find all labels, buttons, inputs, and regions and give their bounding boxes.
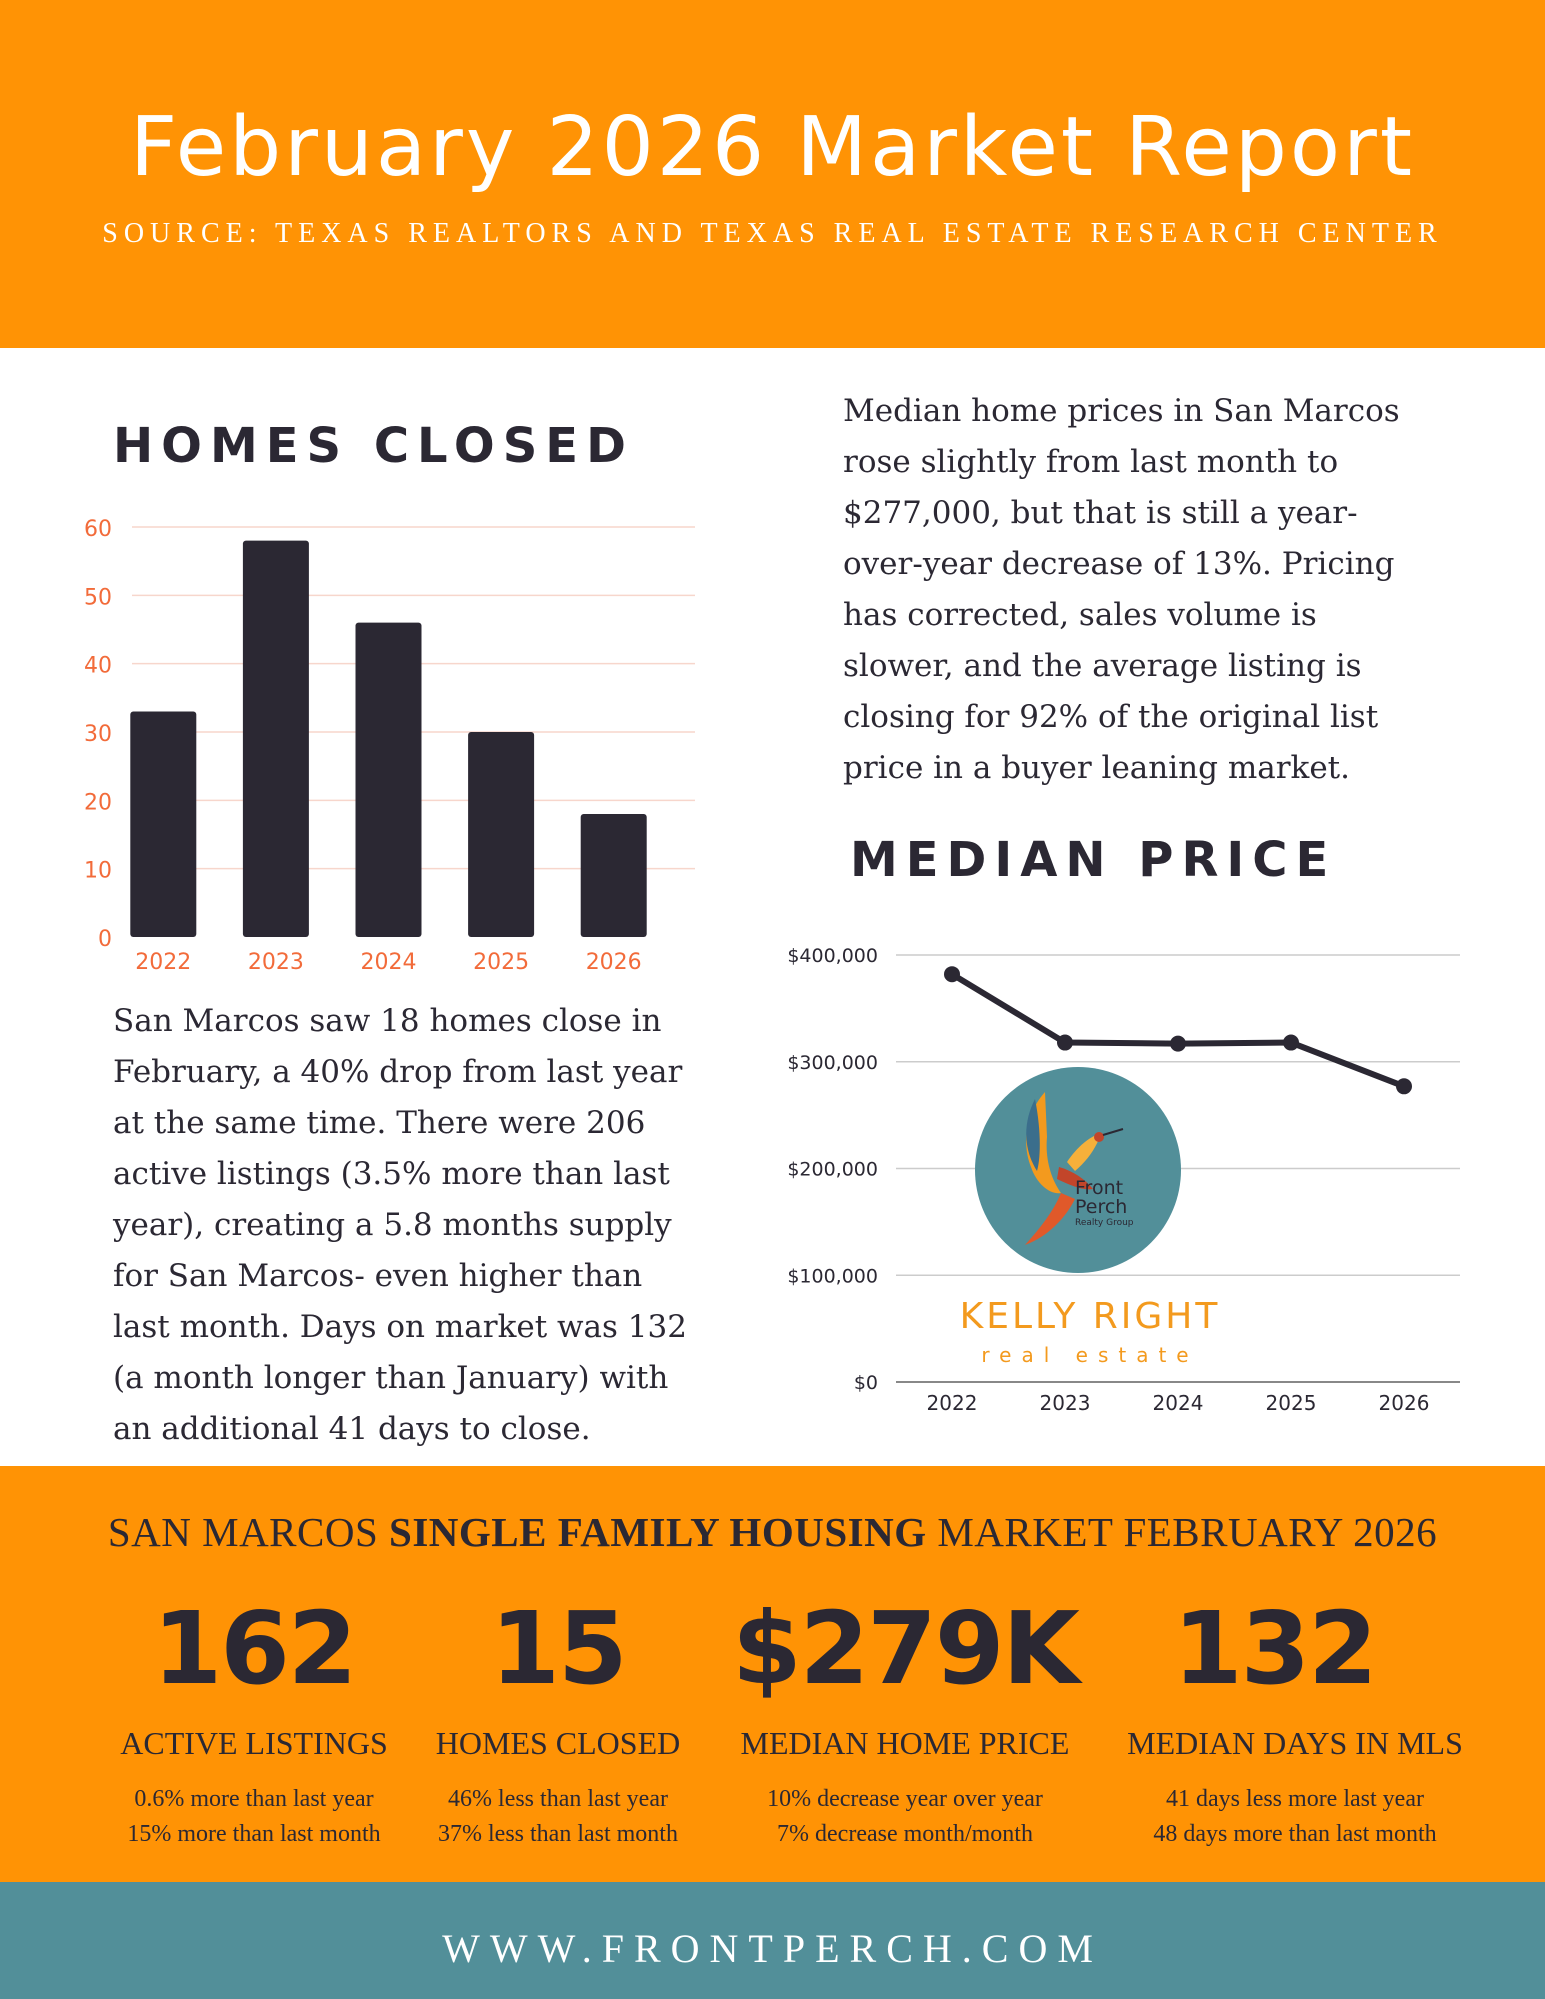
paragraph-line: price in a buyer leaning market. [843, 750, 1350, 786]
x-tick-label: 2024 [1152, 1391, 1204, 1415]
x-tick-label: 2022 [926, 1391, 978, 1415]
stat-line: 15% more than last month [127, 1821, 381, 1847]
y-tick-label: 20 [84, 790, 112, 816]
paragraph-line: rose slightly from last month to [843, 444, 1339, 480]
stat-value: $279K [732, 1590, 1078, 1707]
paragraph-line: an additional 41 days to close. [113, 1411, 591, 1447]
y-tick-label: 30 [84, 722, 112, 747]
median-price-paragraph [843, 386, 1463, 794]
paragraph-line: slower, and the average listing is [843, 648, 1362, 684]
data-point [1170, 1036, 1186, 1052]
title-suffix: MARKET FEBRUARY 2026 [926, 1509, 1438, 1555]
paragraph-line: for San Marcos- even higher than [113, 1258, 643, 1294]
x-tick-label: 2022 [135, 950, 192, 975]
y-tick-label: 10 [84, 858, 112, 884]
y-tick-label: 60 [84, 517, 112, 542]
stat-label: ACTIVE LISTINGS [120, 1725, 388, 1761]
bar [243, 541, 309, 937]
stat-median-home-price [715, 1590, 1095, 1852]
x-tick-label: 2023 [247, 950, 304, 975]
footer-url[interactable]: WWW.FRONTPERCH.COM [442, 1926, 1103, 1971]
stat-line: 41 days less more last year [1166, 1786, 1424, 1812]
bar [468, 732, 534, 937]
y-tick-label: $100,000 [787, 1265, 878, 1288]
stat-line: 48 days more than last month [1153, 1821, 1437, 1847]
data-point [944, 966, 960, 982]
stat-label: MEDIAN DAYS IN MLS [1127, 1725, 1463, 1761]
y-tick-label: 0 [98, 927, 112, 952]
paragraph-line: closing for 92% of the original list [843, 699, 1379, 735]
stat-median-days [1095, 1590, 1495, 1852]
stat-line: 7% decrease month/month [777, 1821, 1033, 1847]
paragraph-line: at the same time. There were 206 [113, 1105, 646, 1141]
market-summary-title [0, 1508, 1545, 1556]
title-prefix: SAN MARCOS [107, 1509, 390, 1555]
paragraph-line: year), creating a 5.8 months supply [113, 1207, 672, 1243]
paragraph-line: active listings (3.5% more than last [113, 1156, 670, 1192]
stat-label: HOMES CLOSED [435, 1725, 681, 1761]
stat-value: 132 [1173, 1590, 1376, 1707]
hummingbird-icon [975, 1067, 1181, 1273]
kelly-right-subtext: real estate [981, 1343, 1199, 1367]
paragraph-line: over-year decrease of 13%. Pricing [843, 546, 1395, 582]
kelly-right-logo-text: KELLY RIGHT [959, 1296, 1221, 1337]
stat-value: 15 [490, 1590, 626, 1707]
stat-label: MEDIAN HOME PRICE [740, 1725, 1070, 1761]
source-line: SOURCE: TEXAS REALTORS AND TEXAS REAL ESTATE RESEARCH CENTER [102, 218, 1443, 249]
logo-text-perch: Perch [1075, 1196, 1128, 1218]
stat-value: 162 [152, 1590, 356, 1707]
bar [356, 623, 422, 937]
y-tick-label: 40 [84, 653, 112, 679]
median-price-title: MEDIAN PRICE [850, 832, 1337, 888]
x-tick-label: 2026 [585, 950, 642, 975]
y-tick-label: $200,000 [787, 1158, 878, 1181]
y-tick-label: $400,000 [787, 945, 878, 967]
stat-homes-closed [368, 1590, 748, 1852]
paragraph-line: $277,000, but that is still a year- [843, 495, 1358, 531]
data-point [1283, 1035, 1299, 1051]
logo-text-front: Front [1075, 1177, 1124, 1199]
bar [581, 814, 647, 937]
paragraph-line: last month. Days on market was 132 [113, 1309, 687, 1345]
paragraph-line: has corrected, sales volume is [843, 597, 1317, 633]
x-tick-label: 2026 [1378, 1391, 1430, 1415]
stat-line: 10% decrease year over year [767, 1786, 1043, 1812]
paragraph-line: (a month longer than January) with [113, 1360, 669, 1396]
paragraph-line: San Marcos saw 18 homes close in [113, 1003, 662, 1039]
data-point [1057, 1035, 1073, 1051]
stat-line: 37% less than last month [438, 1821, 678, 1847]
x-tick-label: 2025 [1265, 1391, 1317, 1415]
y-tick-label: 50 [84, 585, 112, 611]
paragraph-line: Median home prices in San Marcos [843, 393, 1400, 429]
stat-line: 46% less than last year [448, 1786, 668, 1812]
homes-closed-chart [70, 505, 710, 985]
y-tick-label: $0 [853, 1372, 878, 1394]
y-tick-label: $300,000 [787, 1051, 878, 1074]
stat-line: 0.6% more than last year [134, 1786, 374, 1812]
x-tick-label: 2025 [473, 950, 530, 975]
page-title: February 2026 Market Report [130, 100, 1415, 195]
homes-closed-paragraph [113, 996, 713, 1455]
x-tick-label: 2023 [1039, 1391, 1091, 1415]
logo-text-realty: Realty Group [1075, 1218, 1134, 1228]
homes-closed-title: HOMES CLOSED [113, 418, 634, 474]
x-tick-label: 2024 [360, 950, 417, 975]
bar [130, 712, 196, 938]
data-point [1396, 1078, 1412, 1094]
title-bold: SINGLE FAMILY HOUSING [389, 1509, 927, 1555]
paragraph-line: February, a 40% drop from last year [113, 1054, 683, 1090]
front-perch-logo [975, 1067, 1181, 1273]
